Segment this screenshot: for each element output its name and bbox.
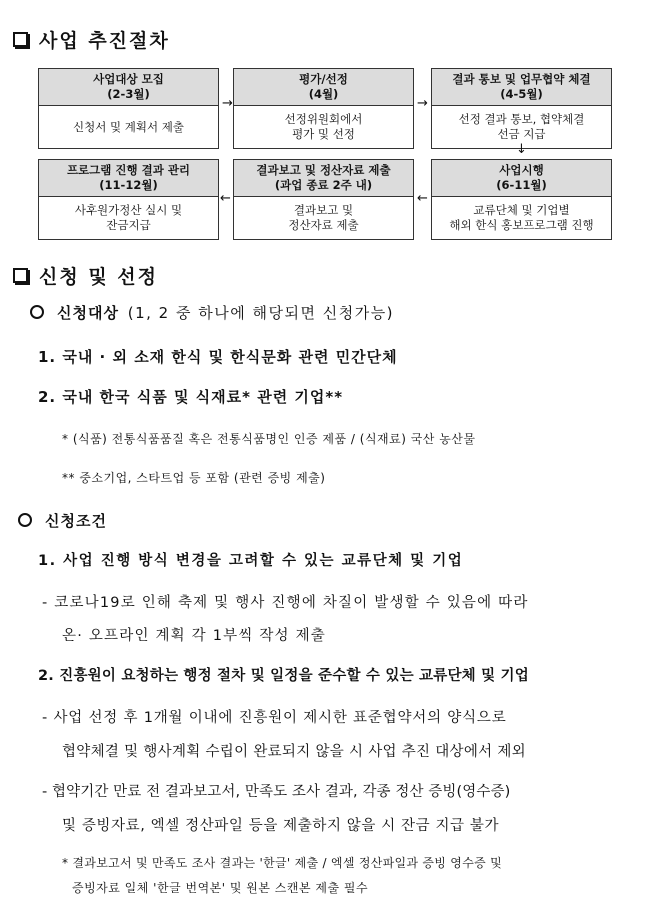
cond-item-1: 1. 사업 진행 방식 변경을 고려할 수 있는 교류단체 및 기업	[38, 553, 464, 569]
cond-item-2-detail-1-cont: 협약체결 및 행사계획 수립이 완료되지 않을 시 사업 추진 대상에서 제외	[62, 744, 526, 760]
cond-item-1-detail-cont: 온· 오프라인 계획 각 1부씩 작성 제출	[62, 628, 326, 644]
arrow-left-icon: ←	[220, 191, 231, 206]
flow-step-agreement: 결과 통보 및 업무협약 체결 (4-5월) 선정 결과 통보, 협약체결 선금 지급	[431, 68, 612, 149]
cond-item-2-detail-2-cont: 및 증빙자료, 엑셀 정산파일 등을 제출하지 않을 시 잔금 지급 불가	[62, 818, 500, 834]
circle-bullet-icon	[18, 513, 32, 527]
target-heading: 신청대상 (1, 2 중 하나에 해당되면 신청가능)	[30, 302, 394, 323]
flow-step-recruit: 사업대상 모집 (2-3월) 신청서 및 계획서 제출	[38, 68, 219, 149]
arrow-right-icon: →	[417, 96, 428, 111]
circle-bullet-icon	[30, 305, 44, 319]
section-title-text: 사업 추진절차	[39, 30, 170, 52]
target-item-1: 1. 국내 · 외 소재 한식 및 한식문화 관련 민간단체	[38, 348, 398, 366]
target-item-2: 2. 국내 한국 식품 및 식재료* 관련 기업**	[38, 388, 344, 406]
checkbox-square-icon	[13, 32, 28, 47]
cond-heading: 신청조건	[18, 510, 107, 531]
checkbox-square-icon	[13, 268, 28, 283]
arrow-left-icon: ←	[417, 191, 428, 206]
flow-step-manage: 프로그램 진행 결과 관리 (11-12월) 사후원가정산 실시 및 잔금지급	[38, 159, 219, 240]
target-note-2: ** 중소기업, 스타트업 등 포함 (관련 증빙 제출)	[62, 471, 326, 485]
arrow-down-icon: ↓	[516, 142, 527, 157]
section-title-application	[13, 262, 158, 289]
cond-item-2-detail-2: - 협약기간 만료 전 결과보고서, 만족도 조사 결과, 각종 정산 증빙(영수증)	[42, 784, 511, 800]
cond-note-1: * 결과보고서 및 만족도 조사 결과는 '한글' 제출 / 엑셀 정산파일과 증빙 영수증 및	[62, 856, 502, 870]
flow-step-execute: 사업시행 (6-11월) 교류단체 및 기업별 해외 한식 홍보프로그램 진행	[431, 159, 612, 240]
flow-step-report: 결과보고 및 정산자료 제출 (과업 종료 2주 내) 결과보고 및 정산자료 제출	[233, 159, 414, 240]
section-title-text: 신청 및 선정	[39, 266, 158, 288]
target-note-1: * (식품) 전통식품품질 혹은 전통식품명인 인증 제품 / (식재료) 국산 농산물	[62, 432, 476, 446]
cond-item-1-detail: - 코로나19로 인해 축제 및 행사 진행에 차질이 발생할 수 있음에 따라	[42, 595, 529, 611]
section-title-procedure	[13, 26, 170, 53]
flow-step-evaluate: 평가/선정 (4월) 선정위원회에서 평가 및 선정	[233, 68, 414, 149]
arrow-right-icon: →	[222, 96, 233, 111]
cond-note-2: 증빙자료 일체 '한글 번역본' 및 원본 스캔본 제출 필수	[72, 881, 369, 895]
cond-item-2-detail-1: - 사업 선정 후 1개월 이내에 진흥원이 제시한 표준협약서의 양식으로	[42, 710, 507, 726]
cond-item-2: 2. 진흥원이 요청하는 행정 절차 및 일정을 준수할 수 있는 교류단체 및 기업	[38, 668, 529, 684]
